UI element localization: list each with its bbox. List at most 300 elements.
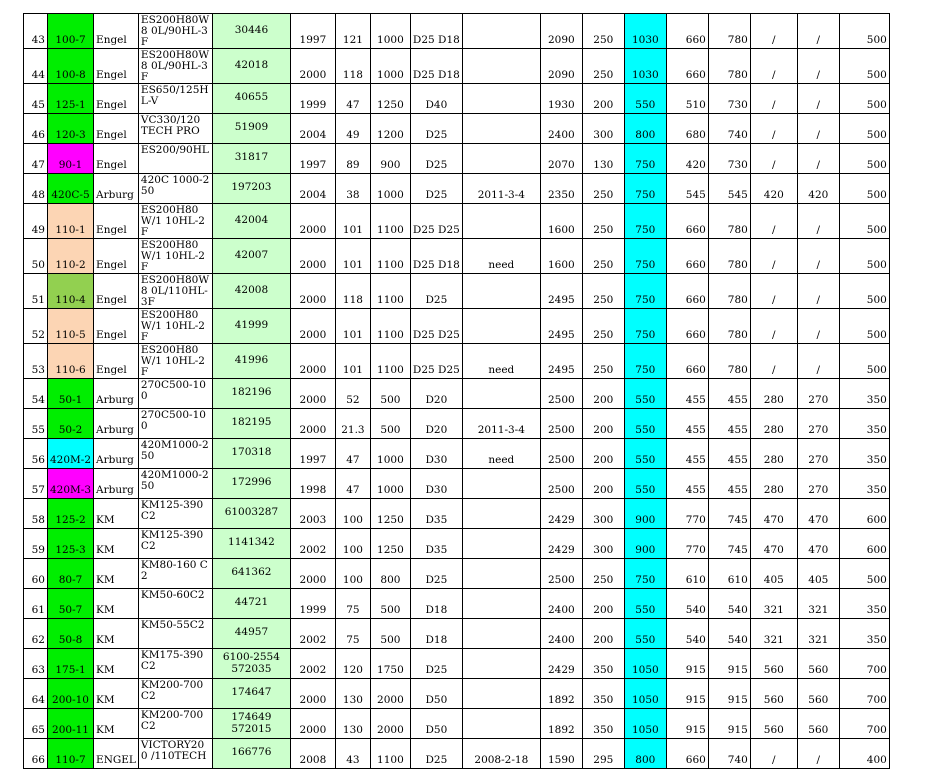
brand-cell: Engel: [94, 274, 139, 309]
value-cell: 470: [797, 499, 839, 529]
screw-diameter-cell: D25: [410, 144, 462, 174]
highlighted-value-cell: 550: [624, 469, 666, 499]
serial-number-cell: 172996: [212, 469, 290, 499]
machine-id-cell: 420M-2: [48, 439, 94, 469]
value-cell: 915: [666, 709, 708, 739]
value-cell: 660: [666, 204, 708, 239]
value-cell: 2500: [540, 409, 582, 439]
value-cell: /: [750, 239, 797, 274]
highlighted-value-cell: 750: [624, 274, 666, 309]
date-cell: [462, 14, 540, 49]
clamp-force-cell: 900: [370, 144, 410, 174]
row-number-cell: 59: [24, 529, 48, 559]
machine-id-cell: 110-7: [48, 739, 94, 769]
value-cell: 560: [750, 649, 797, 679]
row-number-cell: 56: [24, 439, 48, 469]
value-cell: 270: [797, 409, 839, 439]
value-cell: /: [797, 14, 839, 49]
clamp-force-cell: 1000: [370, 14, 410, 49]
value-cell: 2429: [540, 499, 582, 529]
highlighted-value-cell: 1050: [624, 679, 666, 709]
value-cell: 500: [839, 309, 889, 344]
year-cell: 2000: [290, 204, 335, 239]
row-number-cell: 46: [24, 114, 48, 144]
value-cell: 560: [750, 709, 797, 739]
model-cell: ES200H80W/1 10HL-2F: [138, 204, 212, 239]
row-number-cell: 64: [24, 679, 48, 709]
value-cell: 660: [666, 49, 708, 84]
highlighted-value-cell: 750: [624, 204, 666, 239]
value-cell: 600: [839, 529, 889, 559]
brand-cell: Engel: [94, 14, 139, 49]
table-row: [24, 709, 890, 739]
value-cell: 2090: [540, 49, 582, 84]
model-cell: 420M1000-250: [138, 469, 212, 499]
value-cell: 300: [582, 114, 624, 144]
value-cell: 270: [797, 439, 839, 469]
value-cell: 200: [582, 439, 624, 469]
brand-cell: ENGEL: [94, 739, 139, 769]
value-cell: 280: [750, 409, 797, 439]
serial-number-cell: 174649 572015: [212, 709, 290, 739]
model-cell: 420C 1000-250: [138, 174, 212, 204]
machine-id-cell: 120-3: [48, 114, 94, 144]
value-cell: 350: [839, 379, 889, 409]
model-cell: 270C500-100: [138, 409, 212, 439]
row-number-cell: 45: [24, 84, 48, 114]
table-row: [24, 499, 890, 529]
value-cell: 2500: [540, 559, 582, 589]
value-cell: 420: [666, 144, 708, 174]
brand-cell: Arburg: [94, 174, 139, 204]
value-cell: 1892: [540, 709, 582, 739]
value-cell: 200: [582, 469, 624, 499]
serial-number-cell: 44721: [212, 589, 290, 619]
value-cell: 500: [839, 239, 889, 274]
value-cell: 350: [839, 589, 889, 619]
value-cell: 2070: [540, 144, 582, 174]
value-cell: 89: [335, 144, 370, 174]
brand-cell: KM: [94, 499, 139, 529]
value-cell: 500: [839, 204, 889, 239]
value-cell: 545: [708, 174, 750, 204]
table-row: [24, 439, 890, 469]
year-cell: 2000: [290, 379, 335, 409]
year-cell: 2000: [290, 679, 335, 709]
year-cell: 2004: [290, 174, 335, 204]
value-cell: 610: [666, 559, 708, 589]
date-cell: [462, 309, 540, 344]
value-cell: 21.3: [335, 409, 370, 439]
value-cell: /: [750, 49, 797, 84]
value-cell: 455: [708, 409, 750, 439]
table-row: [24, 619, 890, 649]
serial-number-cell: 174647: [212, 679, 290, 709]
value-cell: /: [797, 274, 839, 309]
row-number-cell: 48: [24, 174, 48, 204]
year-cell: 2004: [290, 114, 335, 144]
value-cell: 500: [839, 559, 889, 589]
value-cell: 455: [666, 409, 708, 439]
value-cell: 2495: [540, 309, 582, 344]
value-cell: 500: [839, 14, 889, 49]
value-cell: 120: [335, 649, 370, 679]
value-cell: 350: [582, 709, 624, 739]
value-cell: 455: [708, 469, 750, 499]
table-body: [24, 14, 890, 769]
value-cell: 660: [666, 239, 708, 274]
value-cell: 455: [708, 379, 750, 409]
model-cell: KM50-60C2: [138, 589, 212, 619]
brand-cell: KM: [94, 709, 139, 739]
machine-id-cell: 420C-5: [48, 174, 94, 204]
value-cell: 295: [582, 739, 624, 769]
serial-number-cell: 42004: [212, 204, 290, 239]
brand-cell: Engel: [94, 84, 139, 114]
value-cell: 130: [335, 709, 370, 739]
highlighted-value-cell: 750: [624, 144, 666, 174]
clamp-force-cell: 1250: [370, 529, 410, 559]
value-cell: 49: [335, 114, 370, 144]
value-cell: 38: [335, 174, 370, 204]
value-cell: 780: [708, 274, 750, 309]
row-number-cell: 61: [24, 589, 48, 619]
value-cell: 250: [582, 559, 624, 589]
brand-cell: Engel: [94, 49, 139, 84]
highlighted-value-cell: 550: [624, 84, 666, 114]
year-cell: 1997: [290, 14, 335, 49]
value-cell: 300: [582, 529, 624, 559]
date-cell: 2011-3-4: [462, 409, 540, 439]
value-cell: 540: [666, 619, 708, 649]
serial-number-cell: 44957: [212, 619, 290, 649]
clamp-force-cell: 1100: [370, 309, 410, 344]
table-row: [24, 469, 890, 499]
value-cell: 350: [582, 679, 624, 709]
model-cell: VICTORY200 /110TECH: [138, 739, 212, 769]
value-cell: 2350: [540, 174, 582, 204]
value-cell: 270: [797, 379, 839, 409]
screw-diameter-cell: D25: [410, 739, 462, 769]
value-cell: 121: [335, 14, 370, 49]
row-number-cell: 43: [24, 14, 48, 49]
date-cell: [462, 49, 540, 84]
screw-diameter-cell: D25 D18: [410, 14, 462, 49]
value-cell: 780: [708, 204, 750, 239]
year-cell: 1998: [290, 469, 335, 499]
row-number-cell: 44: [24, 49, 48, 84]
serial-number-cell: 51909: [212, 114, 290, 144]
value-cell: 321: [797, 589, 839, 619]
value-cell: 47: [335, 84, 370, 114]
screw-diameter-cell: D30: [410, 439, 462, 469]
value-cell: 680: [666, 114, 708, 144]
value-cell: 915: [708, 649, 750, 679]
machine-id-cell: 125-2: [48, 499, 94, 529]
brand-cell: Engel: [94, 239, 139, 274]
value-cell: 100: [335, 499, 370, 529]
value-cell: 1930: [540, 84, 582, 114]
model-cell: ES200/90HL: [138, 144, 212, 174]
highlighted-value-cell: 800: [624, 114, 666, 144]
value-cell: 2090: [540, 14, 582, 49]
machine-id-cell: 80-7: [48, 559, 94, 589]
clamp-force-cell: 2000: [370, 709, 410, 739]
highlighted-value-cell: 1050: [624, 649, 666, 679]
highlighted-value-cell: 900: [624, 529, 666, 559]
model-cell: KM125-390 C2: [138, 529, 212, 559]
value-cell: 700: [839, 709, 889, 739]
table-row: [24, 529, 890, 559]
value-cell: 250: [582, 204, 624, 239]
value-cell: 130: [335, 679, 370, 709]
table-row: [24, 409, 890, 439]
highlighted-value-cell: 1050: [624, 709, 666, 739]
row-number-cell: 62: [24, 619, 48, 649]
value-cell: 47: [335, 439, 370, 469]
value-cell: 2400: [540, 589, 582, 619]
highlighted-value-cell: 750: [624, 239, 666, 274]
value-cell: 2429: [540, 529, 582, 559]
value-cell: 1600: [540, 239, 582, 274]
machine-id-cell: 50-8: [48, 619, 94, 649]
value-cell: 730: [708, 144, 750, 174]
screw-diameter-cell: D50: [410, 709, 462, 739]
value-cell: 52: [335, 379, 370, 409]
value-cell: 730: [708, 84, 750, 114]
value-cell: 321: [750, 589, 797, 619]
serial-number-cell: 41996: [212, 344, 290, 379]
clamp-force-cell: 2000: [370, 679, 410, 709]
model-cell: 420M1000-250: [138, 439, 212, 469]
value-cell: 780: [708, 14, 750, 49]
value-cell: 100: [335, 559, 370, 589]
screw-diameter-cell: D40: [410, 84, 462, 114]
highlighted-value-cell: 800: [624, 739, 666, 769]
value-cell: 101: [335, 204, 370, 239]
value-cell: 700: [839, 679, 889, 709]
value-cell: 1600: [540, 204, 582, 239]
year-cell: 1999: [290, 84, 335, 114]
value-cell: 1892: [540, 679, 582, 709]
clamp-force-cell: 1200: [370, 114, 410, 144]
machine-id-cell: 50-2: [48, 409, 94, 439]
model-cell: ES650/125HL-V: [138, 84, 212, 114]
table-row: [24, 649, 890, 679]
serial-number-cell: 1141342: [212, 529, 290, 559]
value-cell: 540: [708, 619, 750, 649]
value-cell: 770: [666, 529, 708, 559]
value-cell: 500: [839, 174, 889, 204]
table-row: [24, 239, 890, 274]
value-cell: 470: [750, 529, 797, 559]
table-row: [24, 204, 890, 239]
row-number-cell: 49: [24, 204, 48, 239]
brand-cell: Engel: [94, 204, 139, 239]
value-cell: /: [750, 309, 797, 344]
value-cell: 600: [839, 499, 889, 529]
row-number-cell: 65: [24, 709, 48, 739]
highlighted-value-cell: 550: [624, 379, 666, 409]
brand-cell: Arburg: [94, 379, 139, 409]
screw-diameter-cell: D25 D18: [410, 239, 462, 274]
date-cell: [462, 679, 540, 709]
serial-number-cell: 61003287: [212, 499, 290, 529]
table-row: [24, 114, 890, 144]
value-cell: 660: [666, 309, 708, 344]
screw-diameter-cell: D20: [410, 379, 462, 409]
screw-diameter-cell: D18: [410, 589, 462, 619]
date-cell: need: [462, 239, 540, 274]
value-cell: 101: [335, 309, 370, 344]
brand-cell: KM: [94, 559, 139, 589]
year-cell: 2002: [290, 649, 335, 679]
value-cell: 780: [708, 344, 750, 379]
table-row: [24, 144, 890, 174]
value-cell: 770: [666, 499, 708, 529]
clamp-force-cell: 1250: [370, 499, 410, 529]
clamp-force-cell: 1000: [370, 469, 410, 499]
highlighted-value-cell: 550: [624, 439, 666, 469]
row-number-cell: 55: [24, 409, 48, 439]
screw-diameter-cell: D35: [410, 499, 462, 529]
row-number-cell: 50: [24, 239, 48, 274]
screw-diameter-cell: D35: [410, 529, 462, 559]
value-cell: /: [797, 344, 839, 379]
machine-id-cell: 110-5: [48, 309, 94, 344]
screw-diameter-cell: D25 D25: [410, 344, 462, 379]
value-cell: 118: [335, 49, 370, 84]
value-cell: 780: [708, 49, 750, 84]
table-row: [24, 14, 890, 49]
value-cell: 470: [750, 499, 797, 529]
brand-cell: KM: [94, 679, 139, 709]
value-cell: /: [797, 114, 839, 144]
screw-diameter-cell: D25 D25: [410, 309, 462, 344]
machine-id-cell: 420M-3: [48, 469, 94, 499]
value-cell: 250: [582, 344, 624, 379]
value-cell: 250: [582, 274, 624, 309]
serial-number-cell: 182196: [212, 379, 290, 409]
serial-number-cell: 30446: [212, 14, 290, 49]
highlighted-value-cell: 750: [624, 174, 666, 204]
model-cell: ES200H80W/1 10HL-2F: [138, 309, 212, 344]
serial-number-cell: 40655: [212, 84, 290, 114]
value-cell: 2400: [540, 619, 582, 649]
value-cell: /: [750, 204, 797, 239]
machine-id-cell: 125-3: [48, 529, 94, 559]
year-cell: 2000: [290, 344, 335, 379]
value-cell: 350: [839, 469, 889, 499]
serial-number-cell: 170318: [212, 439, 290, 469]
machine-id-cell: 125-1: [48, 84, 94, 114]
brand-cell: KM: [94, 529, 139, 559]
clamp-force-cell: 1100: [370, 274, 410, 309]
row-number-cell: 47: [24, 144, 48, 174]
row-number-cell: 60: [24, 559, 48, 589]
year-cell: 2000: [290, 239, 335, 274]
value-cell: 700: [839, 649, 889, 679]
value-cell: 500: [839, 344, 889, 379]
date-cell: [462, 379, 540, 409]
screw-diameter-cell: D25: [410, 114, 462, 144]
row-number-cell: 53: [24, 344, 48, 379]
clamp-force-cell: 1100: [370, 739, 410, 769]
brand-cell: Arburg: [94, 409, 139, 439]
serial-number-cell: 41999: [212, 309, 290, 344]
value-cell: /: [797, 204, 839, 239]
value-cell: 740: [708, 739, 750, 769]
highlighted-value-cell: 750: [624, 344, 666, 379]
row-number-cell: 51: [24, 274, 48, 309]
value-cell: 270: [797, 469, 839, 499]
value-cell: 250: [582, 239, 624, 274]
value-cell: 2495: [540, 344, 582, 379]
value-cell: 500: [839, 84, 889, 114]
model-cell: KM200-700 C2: [138, 679, 212, 709]
year-cell: 2002: [290, 619, 335, 649]
date-cell: [462, 649, 540, 679]
screw-diameter-cell: D25: [410, 174, 462, 204]
value-cell: 500: [839, 144, 889, 174]
screw-diameter-cell: D18: [410, 619, 462, 649]
date-cell: 2011-3-4: [462, 174, 540, 204]
value-cell: 118: [335, 274, 370, 309]
value-cell: 545: [666, 174, 708, 204]
row-number-cell: 58: [24, 499, 48, 529]
value-cell: 500: [839, 49, 889, 84]
brand-cell: Arburg: [94, 469, 139, 499]
date-cell: need: [462, 439, 540, 469]
machine-id-cell: 100-7: [48, 14, 94, 49]
clamp-force-cell: 1100: [370, 344, 410, 379]
value-cell: 405: [750, 559, 797, 589]
date-cell: [462, 709, 540, 739]
serial-number-cell: 182195: [212, 409, 290, 439]
brand-cell: Engel: [94, 309, 139, 344]
date-cell: [462, 84, 540, 114]
highlighted-value-cell: 1030: [624, 49, 666, 84]
screw-diameter-cell: D25: [410, 649, 462, 679]
year-cell: 2000: [290, 274, 335, 309]
year-cell: 2003: [290, 499, 335, 529]
value-cell: 200: [582, 409, 624, 439]
serial-number-cell: 6100-2554 572035: [212, 649, 290, 679]
highlighted-value-cell: 750: [624, 559, 666, 589]
machine-id-cell: 100-8: [48, 49, 94, 84]
screw-diameter-cell: D50: [410, 679, 462, 709]
clamp-force-cell: 1000: [370, 439, 410, 469]
model-cell: ES200H80W8 0L/90HL-3F: [138, 49, 212, 84]
date-cell: need: [462, 344, 540, 379]
value-cell: 745: [708, 529, 750, 559]
model-cell: KM175-390 C2: [138, 649, 212, 679]
value-cell: 2400: [540, 114, 582, 144]
value-cell: 2500: [540, 379, 582, 409]
value-cell: 280: [750, 379, 797, 409]
value-cell: /: [797, 84, 839, 114]
machine-id-cell: 200-11: [48, 709, 94, 739]
highlighted-value-cell: 550: [624, 409, 666, 439]
value-cell: 455: [666, 469, 708, 499]
value-cell: 560: [750, 679, 797, 709]
value-cell: 540: [708, 589, 750, 619]
value-cell: /: [750, 84, 797, 114]
date-cell: [462, 499, 540, 529]
serial-number-cell: 42008: [212, 274, 290, 309]
value-cell: /: [797, 144, 839, 174]
value-cell: 43: [335, 739, 370, 769]
